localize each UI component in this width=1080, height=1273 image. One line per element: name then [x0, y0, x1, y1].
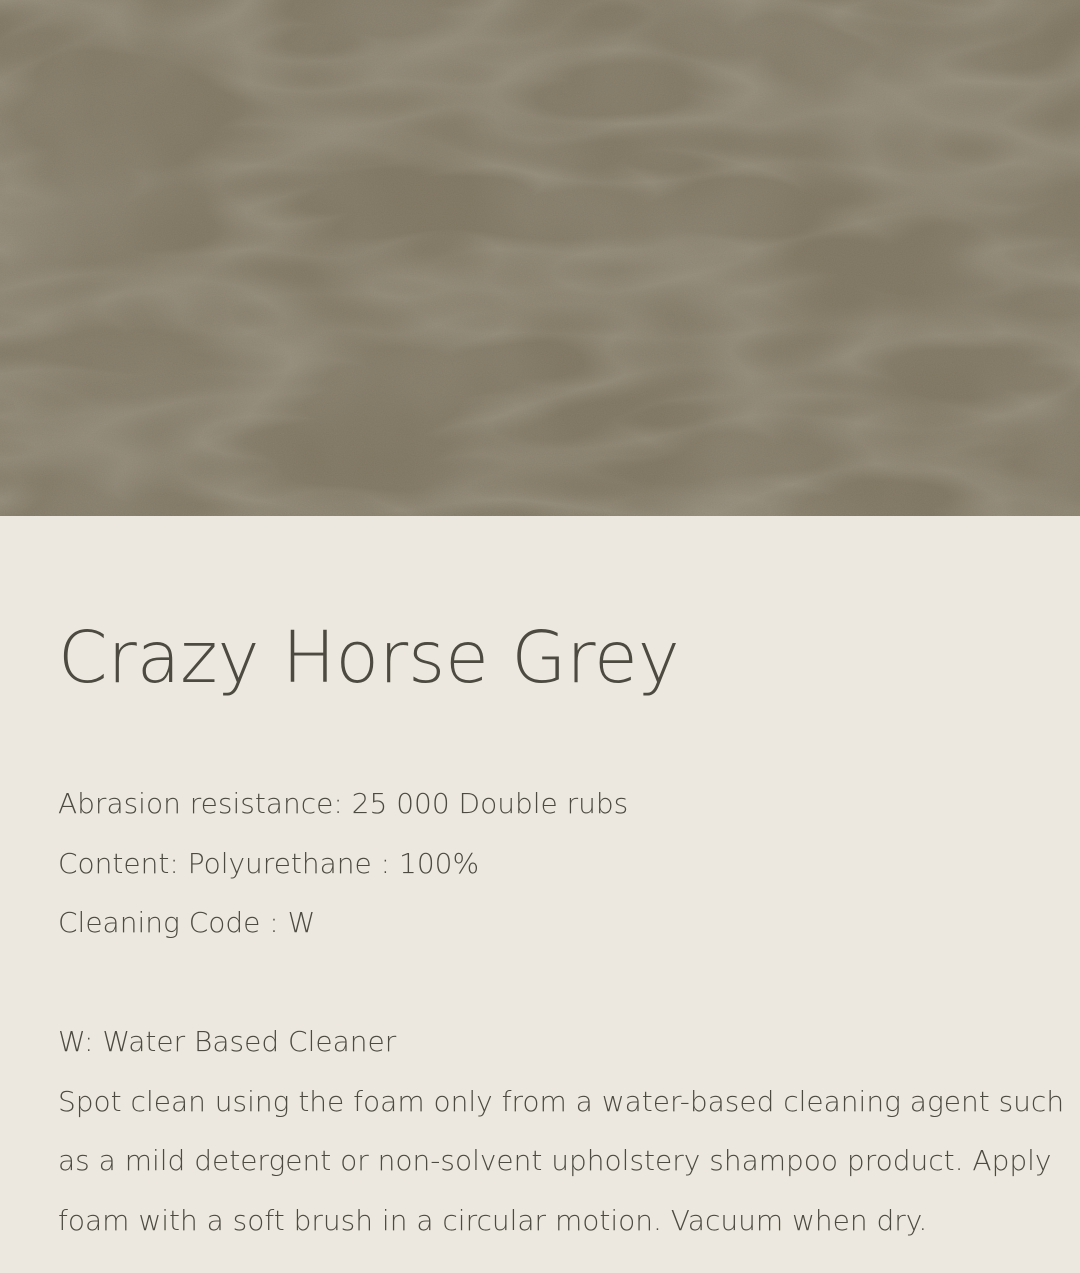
- cleaning-instructions-line-3: foam with a soft brush in a circular motion. Vacuum when dry.: [58, 1203, 928, 1237]
- cleaning-instructions-line-2: as a mild detergent or non-solvent upholstery shampoo product. Apply: [58, 1144, 1052, 1177]
- product-specs: [58, 774, 1065, 1250]
- spacer: [58, 953, 1022, 1013]
- fabric-swatch-image: [0, 0, 1080, 516]
- cleaning-code: Cleaning Code : W: [58, 906, 316, 939]
- material-content: Content: Polyurethane : 100%: [58, 846, 480, 880]
- cleaning-instructions-line-1: Spot clean using the foam only from a water-based cleaning agent such: [58, 1084, 1065, 1118]
- swatch-grain: [0, 0, 1080, 516]
- cleaning-heading: W: Water Based Cleaner: [58, 1025, 397, 1058]
- leather-texture: [0, 0, 1080, 516]
- product-title: Crazy Horse Grey: [58, 616, 680, 699]
- cleaning-instructions: [58, 1072, 1065, 1251]
- abrasion-resistance: Abrasion resistance: 25 000 Double rubs: [58, 787, 629, 820]
- product-details: [0, 516, 1080, 1250]
